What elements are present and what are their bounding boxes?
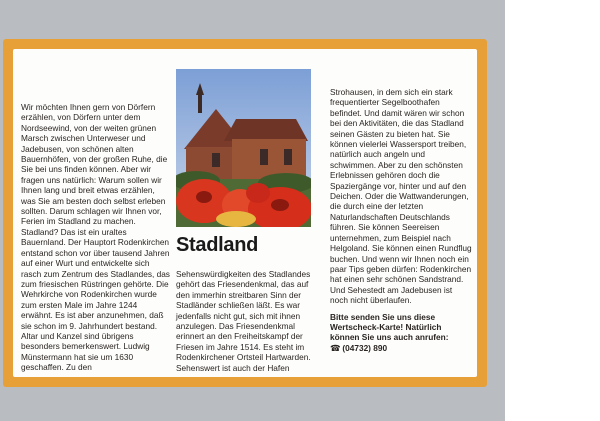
card-content-area [13,49,477,377]
phone-line [330,343,472,353]
church-photo [176,69,311,227]
right-column-body: Strohausen, in dem sich ein stark frequentierter Segelboothafen befindet. Und damit wären wir schon bei den Aktivitäten, die das Stadland seinen Gästen zu bieten hat. Sie können vielerlei Wassersport treiben, natürlich auch angeln und schwimmen. Aber zu den schönsten Erlebnissen gehören doch die Spaziergänge vor, hinter und auf den Deichen. Oder die Wattwanderungen, die durch eine der letzten Naturlandschaften Deutschlands führen. Sie können Seereisen unternehmen, zum Beispiel nach Helgoland. Sie können einen Rundflug buchen. Und wenn wir Ihnen noch ein paar Tips geben dürfen: Rodenkirchen hat einen sehr schönen Sandstrand. Und Sehestedt am Jadebusen ist noch nicht überlaufen. [330,87,472,306]
telephone-icon: ☎ [330,342,341,353]
middle-text-column: Sehenswürdigkeiten des Stadlandes gehört das Friesendenkmal, das auf den immerhin streitbaren Sinn der Stadländer schließen läßt. Es war jedenfalls nicht gut, sich mit ihnen anzulegen. Das Friesendenkmal erinnert an den Freiheitskampf der Friesen im Jahre 1514. Es steht im Rodenkirchener Ortsteil Hartwarden. Sehenswert ist auch der Hafen [176,269,311,373]
phone-number: (04732) 890 [342,342,388,353]
left-text-column: Wir möchten Ihnen gern von Dörfern erzählen, von Dörfern unter dem Nordseewind, von der weiten grünen Marsch zwischen Unterweser und Jadebusen, von schönen alten Bauernhöfen, von der großen Ruhe, die Sie bei uns finden können. Aber wir fragen uns natürlich: Warum sollen wir Ihnen lang und breit etwas erzählen, was Sie am besten doch selbst erleben sollten. Darum schlagen wir Ihnen vor, Ferien im Stadland zu machen. Stadland? Das ist ein uraltes Bauernland. Der Hauptort Rodenkirchen entstand schon vor über tausend Jahren auf einer Wurt und entwickelte sich rasch zum Zentrum des Stadlandes, das zum friesischen Rüstringen gehörte. Die Wehrkirche von Rodenkirchen wurde zum ersten Male im Jahre 1244 erwähnt. Es ist aber anzunehmen, daß sie schon im 9. Jahrhundert bestand. Altar und Kanzel sind übrigens besonders bemerkenswert. Ludwig Münstermann hat sie um 1630 geschaffen. Zu den [21,102,170,373]
page-title: Stadland [176,234,259,256]
right-text-column [330,87,472,353]
call-to-action: Bitte senden Sie uns diese Wertscheck-Karte! Natürlich können Sie uns auch anrufen: [330,311,449,343]
brochure-card [3,39,487,387]
church-photo-illustration [176,69,311,227]
